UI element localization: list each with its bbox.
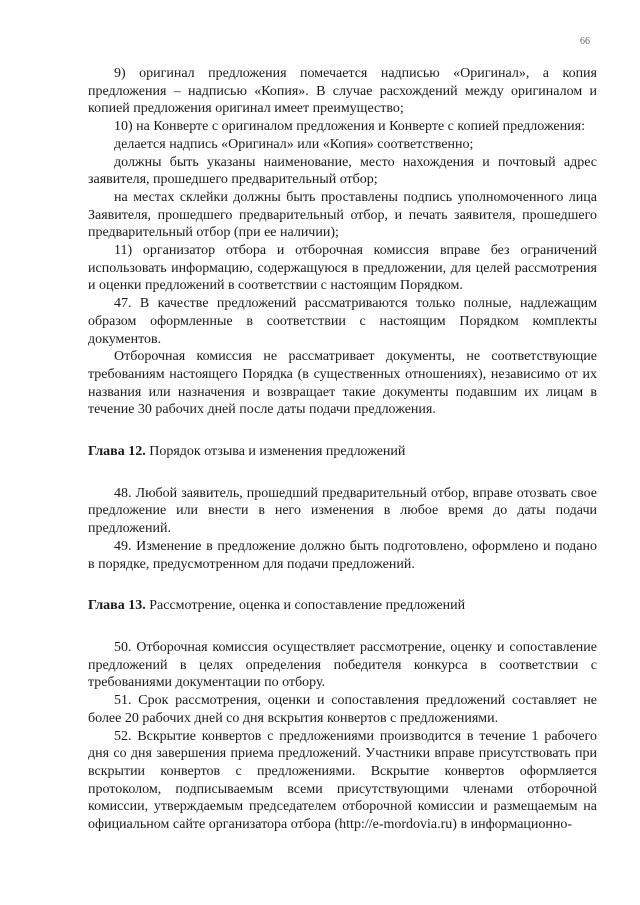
paragraph-10-signature: на местах склейки должны быть проставлены подпись уполномоченного лица Заявителя, прошедшего предварительный отбор, и печать заявителя, прошедшего предварительный отбор (при ее наличии); bbox=[88, 189, 597, 241]
paragraph-47: 47. В качестве предложений рассматриваются только полные, надлежащим образом оформленные в соответствии с настоящим Порядком комплекты документов. bbox=[88, 296, 597, 347]
chapter-12-heading bbox=[88, 443, 597, 461]
paragraph-10: 10) на Конверте с оригиналом предложения и Конверте с копией предложения: bbox=[114, 119, 585, 135]
paragraph-50: 50. Отборочная комиссия осуществляет рассмотрение, оценку и сопоставление предложений в целях определения победителя конкурса в соответствии с требованиями документации по отбору. bbox=[88, 639, 597, 691]
chapter-13-heading bbox=[88, 597, 597, 615]
chapter-12-title: Порядок отзыва и изменения предложений bbox=[149, 444, 406, 460]
paragraph-52: 52. Вскрытие конвертов с предложениями производится в течение 1 рабочего дня со дня завершения приема предложений. Участники вправе присутствовать при вскрытии конвертов с предложениями. Вскрытие конвертов оформляется протоколом, подписываемым всеми присутствующими членами отборочной комиссии, утверждаемым председателем отборочной комиссии и размещаемым на официальном сайте организатора отбора (http://e-mordovia.ru) в информационно- bbox=[88, 728, 597, 833]
chapter-13-title: Рассмотрение, оценка и сопоставление предложений bbox=[149, 598, 466, 614]
paragraph-10-address: должны быть указаны наименование, место нахождения и почтовый адрес заявителя, прошедшего предварительный отбор; bbox=[88, 154, 597, 188]
paragraph-9: 9) оригинал предложения помечается надписью «Оригинал», а копия предложения – надписью «Копия». В случае расхождений между оригиналом и копией предложения оригинал имеет преимущество; bbox=[88, 66, 597, 117]
chapter-13-label: Глава 13. bbox=[88, 598, 146, 614]
paragraph-49: 49. Изменение в предложение должно быть подготовлено, оформлено и подано в порядке, предусмотренном для подачи предложений. bbox=[88, 538, 597, 572]
paragraph-47-commission: Отборочная комиссия не рассматривает документы, не соответствующие требованиям настоящего Порядка (в существенных отношениях), независимо от их названия или назначения и возвращает такие документы подавшим их лицам в течение 30 рабочих дней после даты подачи предложения. bbox=[88, 349, 597, 418]
paragraph-48: 48. Любой заявитель, прошедший предварительный отбор, вправе отозвать свое предложение или внести в него изменения в любое время до даты подачи предложений. bbox=[88, 485, 597, 537]
page-number: 66 bbox=[580, 36, 590, 47]
document-body bbox=[88, 65, 597, 834]
paragraph-11: 11) организатор отбора и отборочная комиссия вправе без ограничений использовать информацию, содержащуюся в предложении, для целей рассмотрения и оценки предложений в соответствии с настоящим Порядком. bbox=[88, 243, 597, 294]
paragraph-51: 51. Срок рассмотрения, оценки и сопоставления предложений составляет не более 20 рабочих дней со дня вскрытия конвертов с предложениями. bbox=[88, 693, 597, 726]
paragraph-10-inscription: делается надпись «Оригинал» или «Копия» соответственно; bbox=[114, 136, 474, 152]
chapter-12-label: Глава 12. bbox=[88, 444, 146, 460]
